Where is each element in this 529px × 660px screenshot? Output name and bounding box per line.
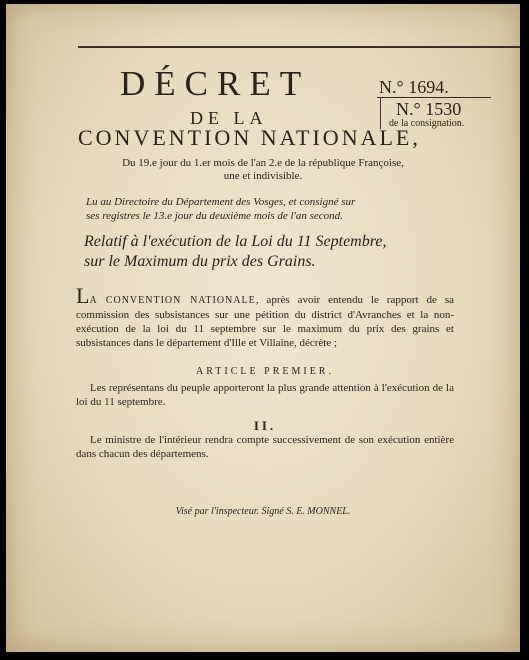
consignation-label: de la consignation.	[389, 118, 465, 129]
relatif-line-1: Relatif à l'exécution de la Loi du 11 Septembre,	[84, 233, 387, 250]
dateline-2: une et indivisible.	[223, 170, 303, 182]
document-page	[6, 4, 520, 652]
convention-nationale-heading: CONVENTION NATIONALE,	[78, 125, 421, 150]
dateline-1: Du 19.e jour du 1.er mois de l'an 2.e de la république Françoise,	[122, 157, 404, 169]
registration-line-1: Lu au Directoire du Département des Vosges, et consigné sur	[86, 196, 356, 208]
decree-number: N.° 1694.	[379, 77, 449, 97]
signature-line: Visé par l'inspecteur. Signé S. E. MONNEL.	[175, 506, 351, 517]
preamble-paragraph	[76, 283, 454, 350]
decree-subtitle-de-la: DE LA	[190, 108, 268, 128]
number-box-left	[380, 97, 381, 129]
relatif-line-2: sur le Maximum du prix des Grains.	[84, 253, 316, 270]
article-2-text: Le ministre de l'intérieur rendra compte successivement de son exécution entière dans chacun des départemens.	[76, 434, 454, 460]
article-1-heading: ARTICLE PREMIER.	[196, 366, 334, 377]
decree-title: DÉCRET	[120, 64, 311, 103]
dropcap: L	[76, 283, 90, 308]
article-1-text: Les représentans du peuple apporteront la plus grande attention à l'exécution de la loi du 11 septembre.	[76, 382, 454, 408]
number-box-top	[377, 97, 491, 98]
consignation-number: N.° 1530	[396, 99, 462, 119]
preamble-text: , après avoir entendu le rapport de sa commission des subsistances sur une pétition du district d'Avranches et la non-exécution de la loi du 11 septembre sur le maximum du prix des grains et subsistances dans le département d'Ille et Villaine, décrète ;	[76, 294, 454, 349]
registration-line-2: ses registres le 13.e jour du deuxième mois de l'an second.	[86, 210, 343, 222]
top-rule	[78, 46, 520, 48]
article-2-heading: II.	[253, 418, 277, 433]
preamble-lead: A CONVENTION NATIONALE	[89, 295, 256, 306]
